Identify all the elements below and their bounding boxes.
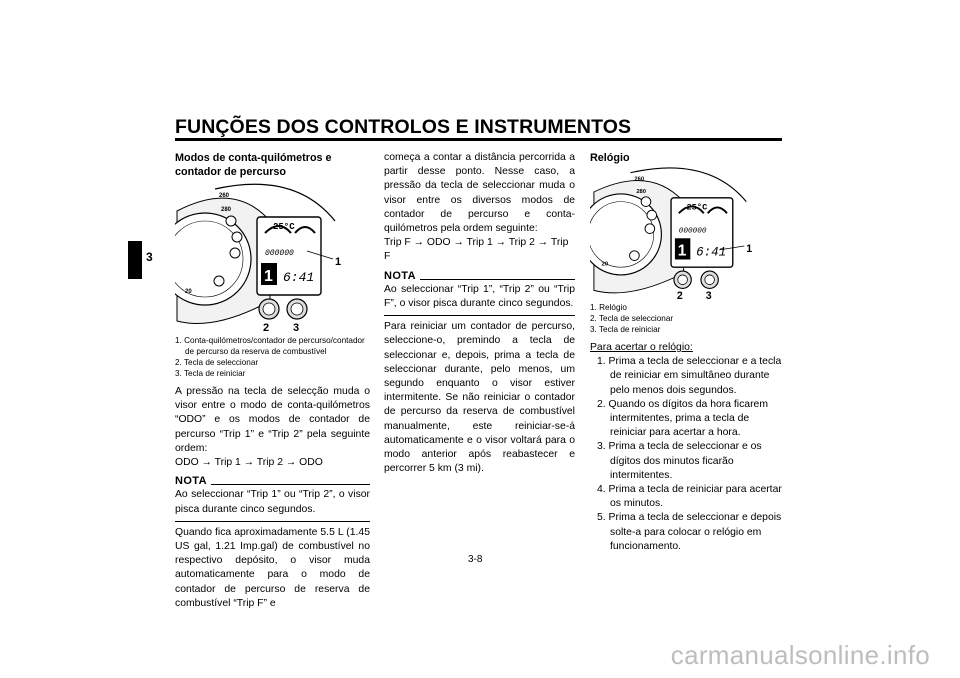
- speed-20-label: 20: [601, 261, 609, 268]
- instrument-cluster-illustration: [175, 181, 370, 333]
- note-header: [384, 269, 575, 283]
- clock-steps-list: [590, 355, 782, 554]
- paragraph: Quando fica aproximadamente 5.5 L (1.45 US gal, 1.21 Imp.gal) de combustível no respectivo depósito, o visor muda automaticamente para o modo de contador de percurso de reserva de combustível “Trip F” e: [175, 526, 370, 609]
- chapter-tab: [128, 241, 142, 279]
- temperature-display: 25°C: [273, 222, 295, 232]
- paragraph: A pressão na tecla de selecção muda o visor entre o modo de conta-quilómetros “ODO” e os modos de contador de percurso “Trip 1” e “Trip 2” pela seguinte ordem:: [175, 386, 370, 454]
- odometer-display: 000000: [678, 227, 707, 236]
- callout-3: 3: [705, 290, 712, 300]
- list-item: 4. Prima a tecla de reiniciar para acertar os minutos.: [597, 484, 782, 510]
- note-text: Ao seleccionar “Trip 1”, “Trip 2” ou “Trip F”, o visor pisca durante cinco segundos.: [384, 283, 575, 310]
- paragraph: Para reiniciar um contador de percurso, seleccione-o, premindo a tecla de seleccionar e, depois, prima a tecla de seleccionar durante, pelo menos, um segundo enquanto o visor estiver intermitente. Se não reiniciar o contador de percurso da reserva de combustível manualmente, este reiniciar-se-á automaticamente e o visor voltará para o modo anterior após reabastecer e percorrer 5 km (3 mi).: [384, 321, 575, 475]
- callout-1: 1: [746, 242, 753, 255]
- list-item: 2. Quando os dígitos da hora ficarem intermitentes, prima a tecla de reiniciar para acertar a hora.: [597, 398, 768, 439]
- list-item: 1. Prima a tecla de seleccionar e a tecla de reiniciar em simultâneo durante pelo menos dois segundos.: [597, 356, 782, 396]
- caption-item: 3. Tecla de reiniciar: [590, 325, 661, 334]
- caption-item: 2. Tecla de seleccionar: [175, 358, 259, 367]
- mode-order: Trip F → ODO → Trip 1 → Trip 2 → Trip F: [384, 237, 569, 263]
- clock-figure: [590, 165, 782, 300]
- figure-captions: [590, 302, 782, 335]
- section-heading-odometer: Modos de conta-quilómetros e contador de percurso: [175, 152, 332, 178]
- title-rule: [175, 138, 782, 141]
- gear-display: 1: [677, 242, 687, 260]
- caption-item: 3. Tecla de reiniciar: [175, 369, 246, 378]
- gear-display: 1: [264, 268, 273, 285]
- temperature-display: 25°C: [686, 202, 708, 213]
- caption-item: 1. Conta-quilómetros/contador de percurso/contador de percurso da reserva de combustível: [175, 336, 365, 356]
- odometer-figure: [175, 181, 370, 333]
- note-label: NOTA: [384, 269, 416, 282]
- note-text: Ao seleccionar “Trip 1” ou “Trip 2”, o visor pisca durante cinco segundos.: [175, 489, 370, 515]
- instrument-cluster-illustration: [590, 165, 782, 300]
- clock-display: 6:41: [696, 245, 727, 260]
- watermark: carmanualsonline.info: [670, 640, 930, 670]
- callout-2: 2: [676, 290, 683, 300]
- speed-280-label: 280: [636, 188, 646, 195]
- caption-item: 1. Relógio: [590, 303, 627, 312]
- callout-3: 3: [293, 322, 300, 333]
- page-number: 3-8: [468, 554, 483, 565]
- middle-column: [384, 151, 575, 476]
- note-divider: [384, 315, 575, 316]
- callout-1: 1: [335, 256, 342, 268]
- speed-260-label: 260: [219, 193, 230, 199]
- clock-display: 6:41: [283, 270, 315, 285]
- callout-2: 2: [263, 322, 270, 333]
- figure-captions: [175, 335, 370, 379]
- section-heading-clock: Relógio: [590, 152, 630, 164]
- odometer-display: 000000: [265, 249, 294, 258]
- note-header: [175, 474, 370, 488]
- list-item: 3. Prima a tecla de seleccionar e os dígitos dos minutos ficarão intermitentes.: [597, 441, 762, 481]
- page-title: FUNÇÕES DOS CONTROLOS E INSTRUMENTOS: [175, 116, 632, 138]
- speed-260-label: 260: [634, 176, 645, 183]
- speed-280-label: 280: [221, 207, 232, 213]
- note-divider: [175, 521, 370, 522]
- list-item: 5. Prima a tecla de seleccionar e depois solte-a para colocar o relógio em funcionamento.: [597, 512, 782, 552]
- speed-20-label: 20: [185, 289, 192, 295]
- paragraph: começa a contar a distância percorrida a partir desse ponto. Nesse caso, a pressão da tecla de seleccionar muda o visor entre os diversos modos de contador de percurso e conta-quilómetros pela ordem seguinte:: [384, 152, 575, 235]
- right-column: [590, 151, 782, 554]
- caption-item: 2. Tecla de seleccionar: [590, 314, 674, 323]
- chapter-number: 3: [146, 250, 153, 264]
- clock-setting-subheading: Para acertar o relógio:: [590, 342, 693, 353]
- left-column: [175, 151, 370, 611]
- note-label: NOTA: [175, 475, 207, 488]
- mode-order: ODO → Trip 1 → Trip 2 → ODO: [175, 457, 323, 469]
